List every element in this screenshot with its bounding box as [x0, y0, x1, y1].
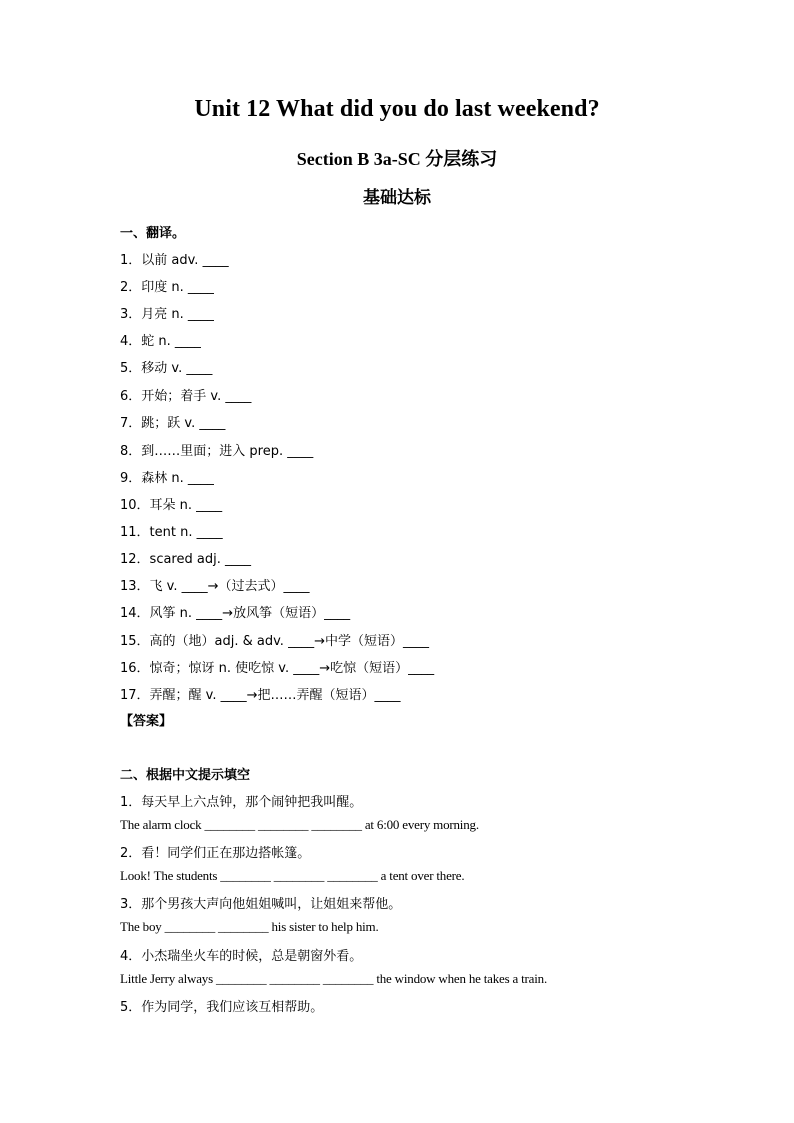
translation-item: 7．跳；跃 v. ____ — [120, 416, 226, 431]
prompt-english: The boy ________ ________ his sister to help him. — [120, 919, 379, 934]
translation-item: 15．高的（地）adj. & adv. ____→中学（短语）____ — [120, 634, 429, 649]
prompt-chinese: 4．小杰瑞坐火车的时候，总是朝窗外看。 — [120, 949, 363, 964]
translation-item: 1．以前 adv. ____ — [120, 253, 229, 268]
answer-label: 【答案】 — [120, 714, 173, 729]
translation-item: 14．风筝 n. ____→放风筝（短语）____ — [120, 606, 351, 621]
translation-item: 5．移动 v. ____ — [120, 361, 213, 376]
prompt-chinese: 5．作为同学，我们应该互相帮助。 — [120, 1000, 324, 1015]
translation-item: 11．tent n. ____ — [120, 525, 223, 540]
translation-item: 4．蛇 n. ____ — [120, 334, 201, 349]
translation-item: 3．月亮 n. ____ — [120, 307, 214, 322]
page-title: Unit 12 What did you do last weekend? — [194, 96, 600, 122]
prompt-chinese: 3．那个男孩大声向他姐姐喊叫，让姐姐来帮他。 — [120, 897, 402, 912]
translation-item: 13．飞 v. ____→（过去式）____ — [120, 579, 310, 594]
translation-item: 10．耳朵 n. ____ — [120, 498, 223, 513]
prompt-english: Look! The students ________ ________ ________ a tent over there. — [120, 868, 465, 883]
section2-heading: 二、根据中文提示填空 — [120, 768, 251, 783]
translation-item: 16．惊奇；惊讶 n. 使吃惊 v. ____→吃惊（短语）____ — [120, 661, 435, 676]
prompt-english: Little Jerry always ________ ________ ________ the window when he takes a train. — [120, 971, 547, 986]
section1-heading: 一、翻译。 — [120, 226, 186, 241]
translation-item: 6．开始；着手 v. ____ — [120, 389, 252, 404]
level-heading: 基础达标 — [363, 188, 431, 208]
prompt-chinese: 1．每天早上六点钟，那个闹钟把我叫醒。 — [120, 795, 363, 810]
page-subtitle: Section B 3a-SC 分层练习 — [296, 149, 498, 169]
translation-item: 2．印度 n. ____ — [120, 280, 214, 295]
translation-item: 12．scared adj. ____ — [120, 552, 251, 567]
prompt-english: The alarm clock ________ ________ ________ at 6:00 every morning. — [120, 817, 479, 832]
translation-item: 8．到……里面；进入 prep. ____ — [120, 444, 314, 459]
prompt-chinese: 2．看！同学们正在那边搭帐篷。 — [120, 846, 311, 861]
translation-item: 9．森林 n. ____ — [120, 471, 214, 486]
translation-item: 17．弄醒；醒 v. ____→把……弄醒（短语）____ — [120, 688, 401, 703]
